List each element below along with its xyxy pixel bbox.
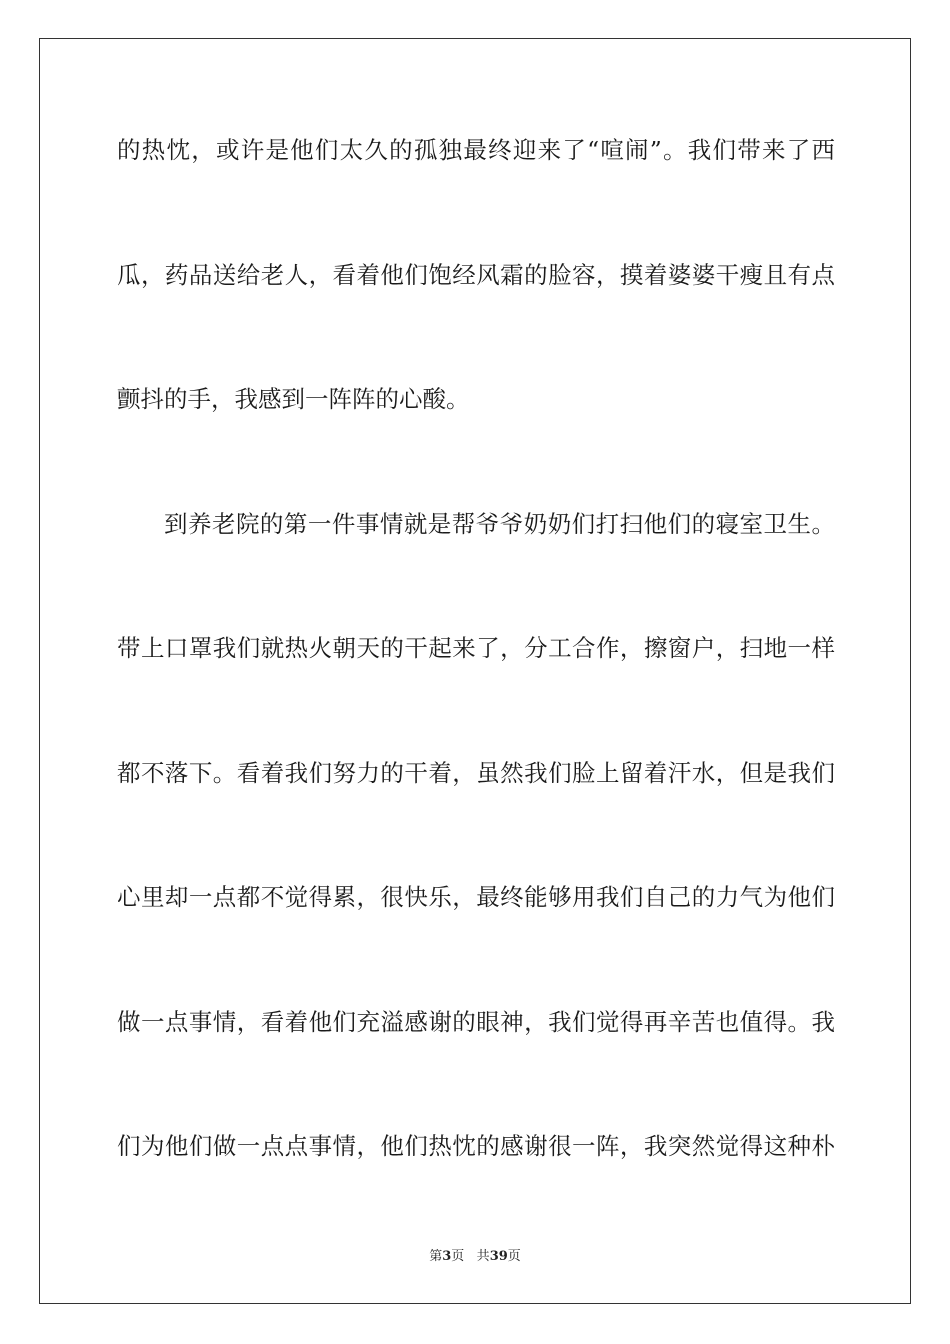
total-label-prefix: 共 (476, 1249, 490, 1264)
text-line-1: 的热忱，或许是他们太久的孤独最终迎来了“喧闹”。我们带来了西 (117, 136, 835, 164)
total-pages: 39 (489, 1249, 508, 1264)
text-line-9: 们为他们做一点点事情，他们热忱的感谢很一阵，我突然觉得这种朴 (117, 1132, 835, 1160)
text-line-5: 带上口罩我们就热火朝天的干起来了，分工合作，擦窗户，扫地一样 (117, 634, 835, 662)
page-footer (0, 1248, 950, 1266)
text-line-6: 都不落下。看着我们努力的干着，虽然我们脸上留着汗水，但是我们 (117, 759, 835, 787)
text-line-2: 瓜，药品送给老人，看着他们饱经风霜的脸容，摸着婆婆干瘦且有点 (117, 261, 835, 289)
page-number: 3 (442, 1249, 452, 1264)
text-line-3: 颤抖的手，我感到一阵阵的心酸。 (117, 385, 470, 413)
page-label-suffix: 页 (451, 1249, 465, 1264)
total-label-suffix: 页 (507, 1249, 521, 1264)
page-border (39, 38, 911, 1304)
text-line-4-paragraph-start: 到养老院的第一件事情就是帮爷爷奶奶们打扫他们的寝室卫生。 (164, 510, 835, 538)
text-line-8: 做一点事情，看着他们充溢感谢的眼神，我们觉得再辛苦也值得。我 (117, 1008, 835, 1036)
page-label-prefix: 第 (429, 1249, 443, 1264)
text-line-7: 心里却一点都不觉得累，很快乐，最终能够用我们自己的力气为他们 (117, 883, 835, 911)
